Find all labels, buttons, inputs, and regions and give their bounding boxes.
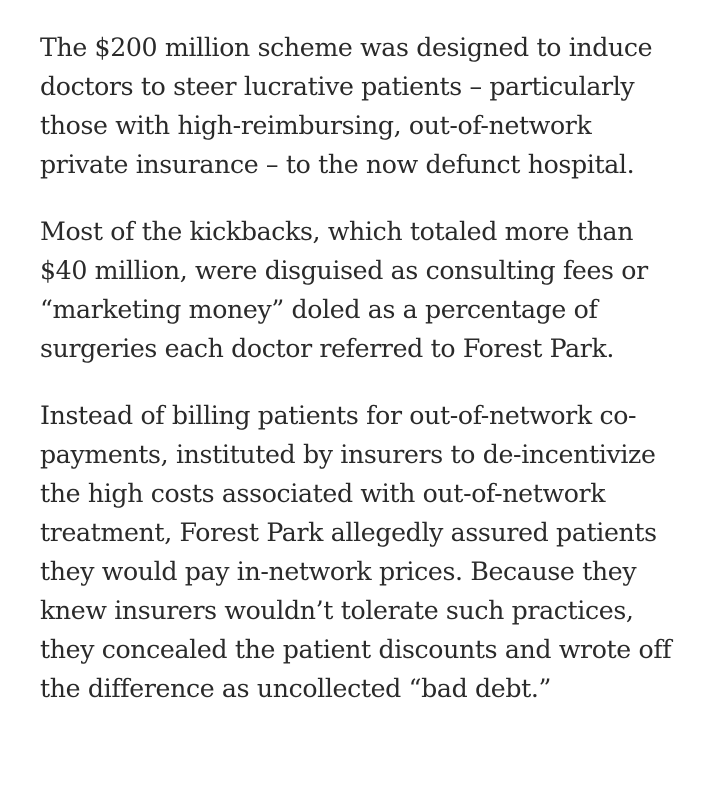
paragraph-billing: Instead of billing patients for out-of-network co-payments, instituted by insurers to de-incentivize the high costs associated with out-of-network treatment, Forest Park allegedly assured patients they would pay in-network prices. Because they knew insurers wouldn’t tolerate such practices, they concealed the patient discounts and wrote off the difference as uncollected “bad debt.” <box>40 401 672 703</box>
article-body <box>40 28 680 736</box>
paragraph-scheme: The $200 million scheme was designed to induce doctors to steer lucrative patients – particularly those with high-reimbursing, out-of-network private insurance – to the now defunct hospital. <box>40 33 653 179</box>
paragraph-kickbacks: Most of the kickbacks, which totaled more than $40 million, were disguised as consulting fees or “marketing money” doled as a percentage of surgeries each doctor referred to Forest Park. <box>40 217 648 363</box>
